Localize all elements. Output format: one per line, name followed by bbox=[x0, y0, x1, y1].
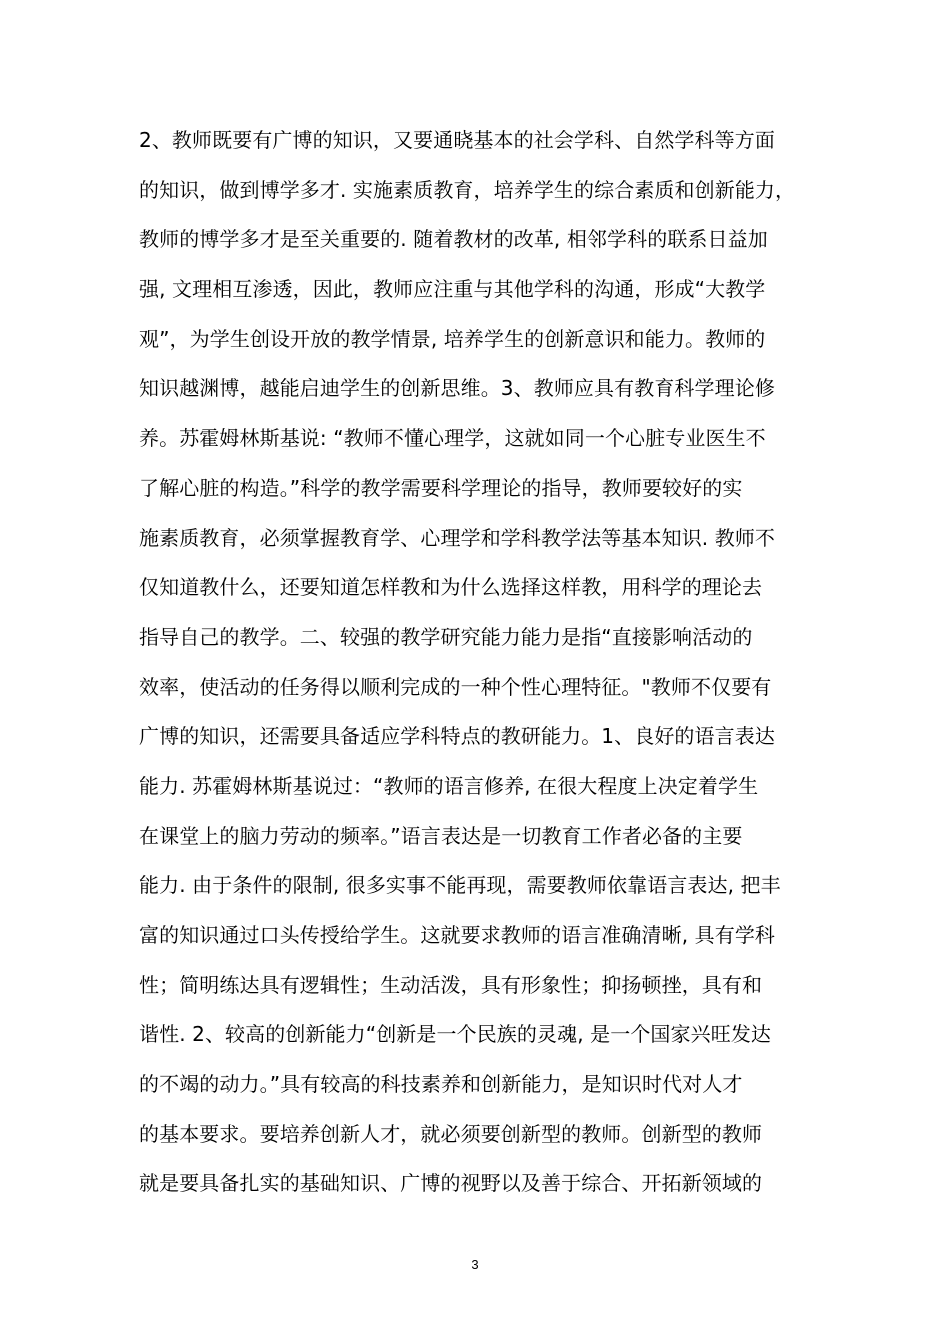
text-line: 的基本要求。要培养创新人才，就必须要创新型的教师。创新型的教师 bbox=[139, 1121, 763, 1146]
text-line: 谐性. 2、较高的创新能力“创新是一个民族的灵魂, 是一个国家兴旺发达 bbox=[139, 1022, 772, 1047]
text-line: 能力. 由于条件的限制, 很多实事不能再现，需要教师依靠语言表达, 把丰 bbox=[139, 873, 781, 898]
text-line: 了解心脏的构造。”科学的教学需要科学理论的指导，教师要较好的实 bbox=[139, 475, 743, 500]
text-line: 观”，为学生创设开放的教学情景, 培养学生的创新意识和能力。教师的 bbox=[139, 326, 766, 351]
text-line: 强, 文理相互渗透，因此，教师应注重与其他学科的沟通，形成“大教学 bbox=[139, 277, 766, 302]
text-line: 就是要具备扎实的基础知识、广博的视野以及善于综合、开拓新领域的 bbox=[139, 1171, 763, 1196]
text-line: 效率，使活动的任务得以顺利完成的一种个性心理特征。"教师不仅要有 bbox=[139, 674, 772, 699]
page-number: 3 bbox=[471, 1257, 479, 1272]
text-line: 2、教师既要有广博的知识，又要通晓基本的社会学科、自然学科等方面 bbox=[139, 128, 775, 152]
text-line: 仅知道教什么，还要知道怎样教和为什么选择这样教，用科学的理论去 bbox=[139, 575, 763, 600]
text-line: 养。苏霍姆林斯基说: “教师不懂心理学，这就如同一个心脏专业医生不 bbox=[139, 426, 766, 451]
text-line: 的不竭的动力。”具有较高的科技素养和创新能力，是知识时代对人才 bbox=[139, 1072, 743, 1097]
text-line: 指导自己的教学。二、较强的教学研究能力能力是指“直接影响活动的 bbox=[139, 624, 753, 649]
text-line: 能力. 苏霍姆林斯基说过：“教师的语言修养, 在很大程度上决定着学生 bbox=[139, 773, 759, 798]
text-line: 施素质教育，必须掌握教育学、心理学和学科教学法等基本知识. 教师不 bbox=[139, 525, 776, 550]
text-line: 广博的知识，还需要具备适应学科特点的教研能力。1、良好的语言表达 bbox=[139, 724, 775, 749]
text-line: 教师的博学多才是至关重要的. 随着教材的改革, 相邻学科的联系日益加 bbox=[139, 227, 768, 252]
text-line: 知识越渊博，越能启迪学生的创新思维。3、教师应具有教育科学理论修 bbox=[139, 376, 775, 401]
text-line: 富的知识通过口头传授给学生。这就要求教师的语言准确清晰, 具有学科 bbox=[139, 923, 776, 947]
body-text bbox=[139, 118, 829, 1211]
text-line: 在课堂上的脑力劳动的频率。”语言表达是一切教育工作者必备的主要 bbox=[139, 823, 743, 848]
text-line: 的知识，做到博学多才. 实施素质教育，培养学生的综合素质和创新能力， bbox=[139, 177, 796, 202]
text-line: 性；简明练达具有逻辑性；生动活泼，具有形象性；抑扬顿挫，具有和 bbox=[139, 972, 763, 997]
